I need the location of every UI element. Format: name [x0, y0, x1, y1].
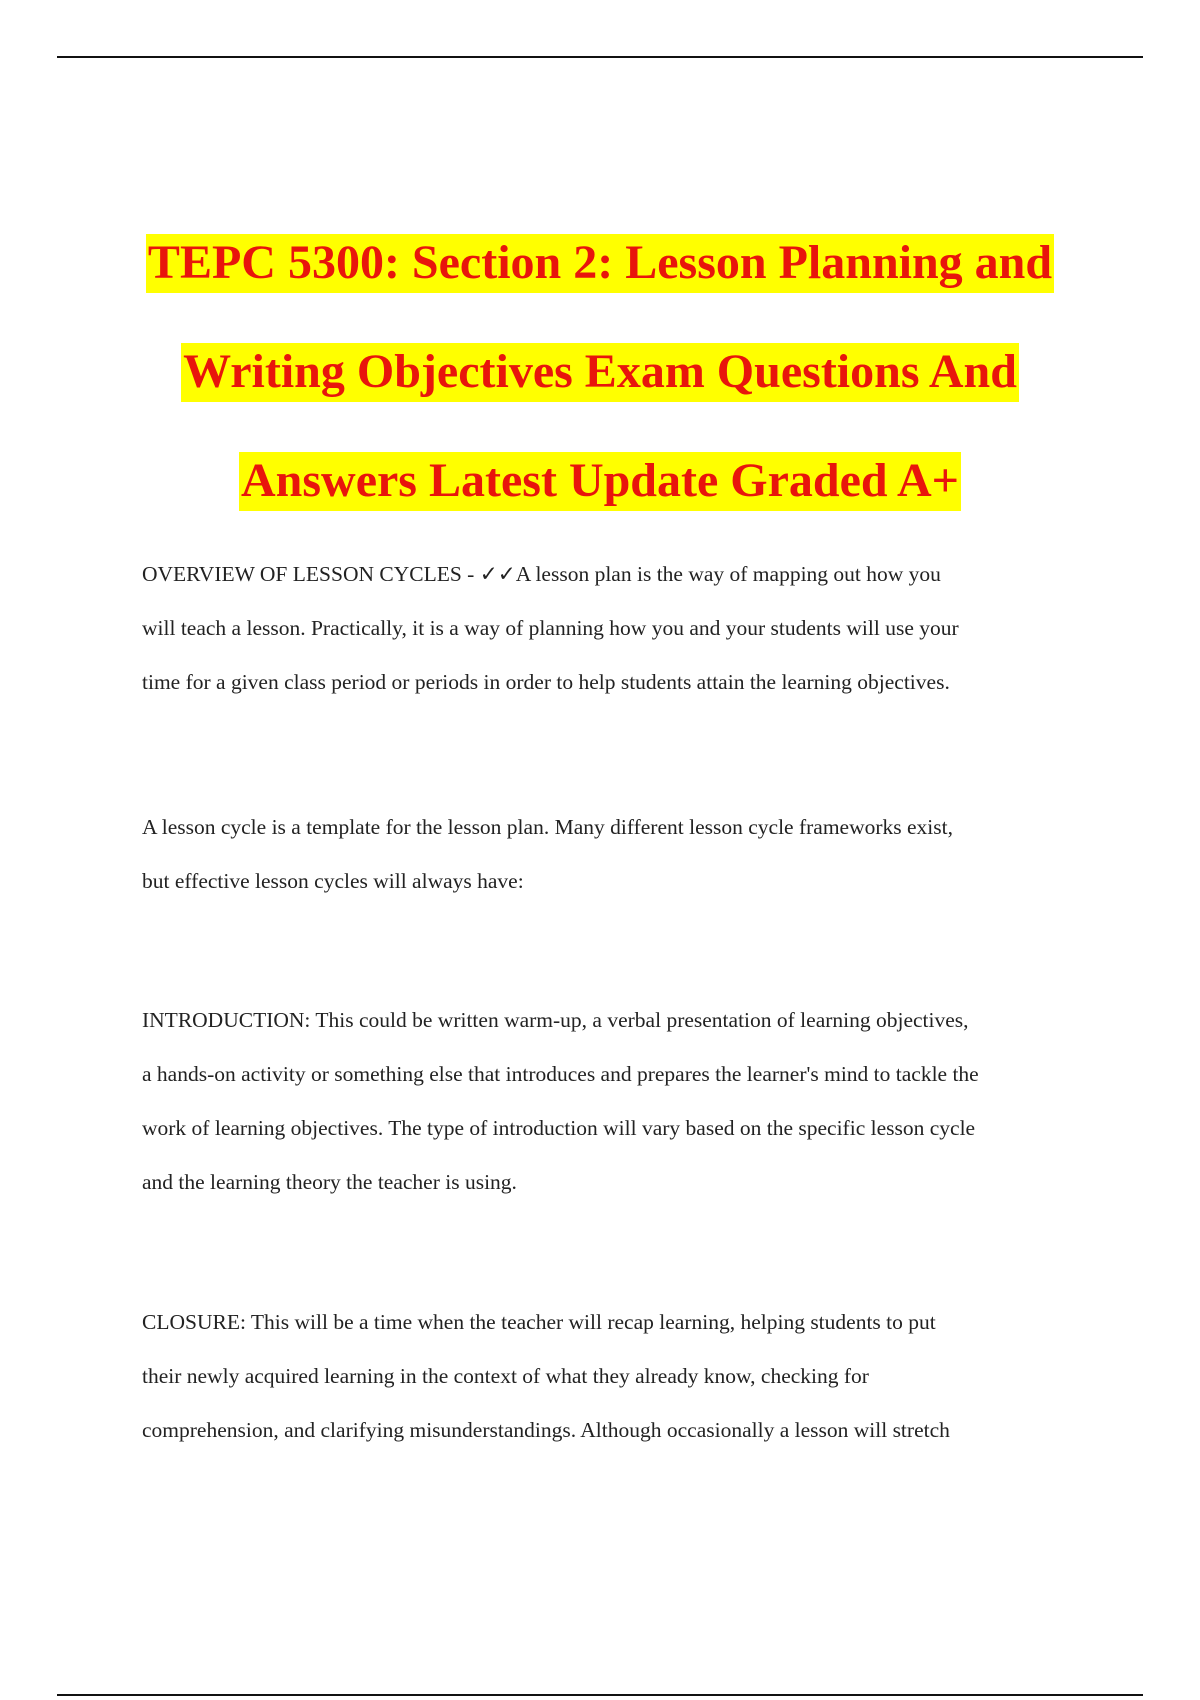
paragraph-introduction — [142, 993, 1072, 1209]
title-line: Writing Objectives Exam Questions And — [60, 317, 1140, 426]
text-line: comprehension, and clarifying misunderstandings. Although occasionally a lesson will stretch — [142, 1418, 950, 1442]
bottom-rule — [57, 1694, 1143, 1696]
text-line: A lesson cycle is a template for the lesson plan. Many different lesson cycle frameworks exist, — [142, 815, 953, 839]
paragraph-overview-of-lesson-cycles — [142, 547, 1072, 709]
text-line: CLOSURE: This will be a time when the teacher will recap learning, helping students to put — [142, 1310, 936, 1334]
text-line: INTRODUCTION: This could be written warm-up, a verbal presentation of learning objectives, — [142, 1008, 969, 1032]
text-line: a hands-on activity or something else that introduces and prepares the learner's mind to tackle the — [142, 1062, 979, 1086]
paragraph-lesson-cycle — [142, 800, 1072, 908]
text-line: OVERVIEW OF LESSON CYCLES - ✓✓A lesson plan is the way of mapping out how you — [142, 562, 941, 586]
text-line: will teach a lesson. Practically, it is a way of planning how you and your students will use your — [142, 616, 959, 640]
title-line: TEPC 5300: Section 2: Lesson Planning and — [60, 208, 1140, 317]
top-rule — [57, 56, 1143, 58]
text-line: time for a given class period or periods in order to help students attain the learning objectives. — [142, 670, 950, 694]
title-line: Answers Latest Update Graded A+ — [60, 426, 1140, 535]
text-line: but effective lesson cycles will always have: — [142, 869, 524, 893]
text-line: their newly acquired learning in the context of what they already know, checking for — [142, 1364, 869, 1388]
paragraph-closure — [142, 1295, 1072, 1457]
text-line: and the learning theory the teacher is using. — [142, 1170, 517, 1194]
document-title — [60, 208, 1140, 535]
text-line: work of learning objectives. The type of introduction will vary based on the specific lesson cycle — [142, 1116, 976, 1140]
